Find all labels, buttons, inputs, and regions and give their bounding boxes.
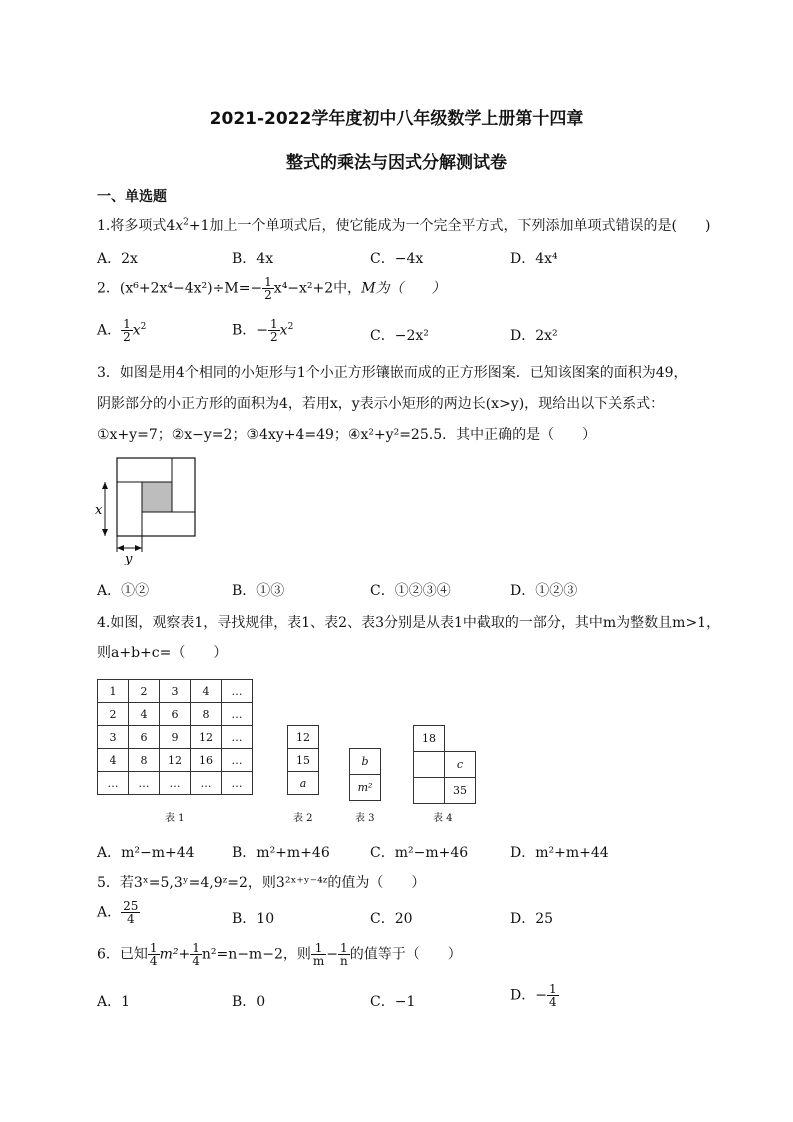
q2-c: M为（ ） (361, 280, 446, 297)
table-row (98, 749, 253, 772)
q2-option-a[interactable]: A． $\frac{1}{2}$ $x^2$ (97, 317, 147, 344)
table-cell: 4 (191, 680, 222, 703)
table-row (414, 726, 476, 752)
q3-line-2: 阴影部分的小正方形的面积为4，若用x，y表示小矩形的两边长(x>y)，现给出以下关系式： (97, 396, 665, 412)
table-row (98, 772, 253, 795)
table-cell (414, 778, 445, 804)
q1-option-c[interactable]: C．−4x (370, 251, 424, 267)
q1-mid: +1加上一个单项式后，使它能成为一个完全平方式，下列添加单项式错误的是( ) (188, 218, 711, 234)
q1-option-a[interactable]: A．2x (97, 251, 138, 267)
table-cell: 15 (288, 749, 319, 772)
table-row (288, 726, 319, 749)
question-2 (97, 276, 446, 301)
table-cell (414, 752, 445, 778)
caption-table-1: 表 1 (165, 813, 185, 824)
table-cell: 1 (98, 680, 129, 703)
table-cell: a (288, 772, 319, 795)
table-cell (445, 726, 476, 752)
table-row (288, 749, 319, 772)
table-cell: … (222, 680, 253, 703)
q2-option-c[interactable]: C．−2x² (370, 328, 429, 344)
section-heading: 一、单选题 (97, 189, 167, 205)
q4-option-b[interactable]: B．m²+m+46 (232, 845, 330, 861)
table-row (98, 703, 253, 726)
q2-option-d[interactable]: D．2x² (510, 328, 558, 344)
caption-table-3: 表 3 (355, 813, 375, 824)
table-cell: … (191, 772, 222, 795)
table-row (414, 752, 476, 778)
table-cell: 18 (414, 726, 445, 752)
table-cell: c (445, 752, 476, 778)
table-cell: … (222, 703, 253, 726)
table-cell: 3 (160, 680, 191, 703)
table-cell: … (98, 772, 129, 795)
caption-table-2: 表 2 (293, 813, 313, 824)
table-1 (97, 679, 253, 795)
question-5: 5．若3ˣ=5,3ʸ=4,9ᶻ=2，则3²ˣ⁺ʸ⁻⁴ᶻ的值为（ ） (97, 875, 426, 891)
question-1: 1.将多项式$4x^2+1$加上一个单项式后，使它能成为一个完全平方式，下列添加单项式错误的是( ) (97, 217, 711, 234)
q5-option-c[interactable]: C．20 (370, 911, 413, 927)
caption-table-4: 表 4 (433, 813, 453, 824)
table-cell: … (222, 749, 253, 772)
table-cell: 9 (160, 726, 191, 749)
label-x: x (95, 503, 103, 518)
table-cell: 6 (129, 726, 160, 749)
table-cell: 12 (160, 749, 191, 772)
q6-option-b[interactable]: B．0 (232, 994, 266, 1010)
q4-line-1: 4.如图，观察表1，寻找规律，表1、表2、表3分别是从表1中截取的一部分，其中m为整数且m>1， (97, 615, 721, 631)
q2-b: x⁴−x²+2中， (273, 280, 362, 297)
q4-line-2: 则a+b+c=（ ） (97, 645, 228, 661)
table-cell: 4 (129, 703, 160, 726)
table-row (98, 680, 253, 703)
table-row (350, 775, 381, 801)
table-3 (349, 748, 381, 801)
q5-option-d[interactable]: D．25 (510, 911, 554, 927)
q3-figure (90, 455, 205, 565)
table-cell: 12 (288, 726, 319, 749)
table-cell: 4 (98, 749, 129, 772)
q3-line-1: 3．如图是用4个相同的小矩形与1个小正方形镶嵌而成的正方形图案．已知该图案的面积为49， (97, 365, 688, 381)
q2-a: 2．(x⁶+2x⁴−4x²)÷M=− (97, 280, 263, 297)
q3-option-a[interactable]: A．①② (97, 583, 150, 599)
table-cell: 8 (129, 749, 160, 772)
table-row (288, 772, 319, 795)
q4-option-d[interactable]: D．m²+m+44 (510, 845, 609, 861)
table-cell: 16 (191, 749, 222, 772)
table-cell: … (129, 772, 160, 795)
q6-option-d[interactable]: D．− $\frac{1}{4}$ (510, 982, 557, 1009)
q2-option-b[interactable]: B．− $\frac{1}{2}$ $x^2$ (232, 317, 294, 344)
table-4 (413, 725, 476, 804)
title-line-1: 2021-2022学年度初中八年级数学上册第十四章 (209, 109, 584, 129)
question-6: 6．已知 $\frac{1}{4}$ m²+ $\frac{1}{4}$ n²=n−m−2，则 $\frac{1}{m}$ − $\frac{1}{n}$ 的值等于（ ） (97, 941, 462, 968)
table-cell: 8 (191, 703, 222, 726)
q5-option-a[interactable]: A． $\frac{25}{4}$ (97, 899, 139, 926)
table-cell: … (222, 726, 253, 749)
table-row (350, 749, 381, 775)
q3-option-c[interactable]: C．①②③④ (370, 583, 451, 599)
q3-option-d[interactable]: D．①②③ (510, 583, 578, 599)
table-cell: 3 (98, 726, 129, 749)
q3-line-3: ①x+y=7；②x−y=2；③4xy+4=49；④x²+y²=25.5．其中正确的是（ ） (97, 427, 597, 443)
label-y: y (125, 552, 133, 565)
table-cell: 2 (98, 703, 129, 726)
table-cell: 2 (129, 680, 160, 703)
table-2 (287, 725, 319, 795)
table-row (414, 778, 476, 804)
table-cell: b (350, 749, 381, 775)
table-cell: … (222, 772, 253, 795)
q1-option-b[interactable]: B．4x (232, 251, 274, 267)
q6-option-a[interactable]: A．1 (97, 994, 131, 1010)
shaded-square (142, 482, 172, 512)
q4-option-a[interactable]: A．m²−m+44 (97, 845, 195, 861)
title-line-2: 整式的乘法与因式分解测试卷 (286, 153, 507, 173)
table-cell: m² (350, 775, 381, 801)
q1-pre: 1.将多项式4 (97, 218, 176, 234)
q3-option-b[interactable]: B．①③ (232, 583, 285, 599)
table-cell: 35 (445, 778, 476, 804)
table-cell: … (160, 772, 191, 795)
table-cell: 6 (160, 703, 191, 726)
q5-option-b[interactable]: B．10 (232, 911, 275, 927)
q4-option-c[interactable]: C．m²−m+46 (370, 845, 469, 861)
q1-option-d[interactable]: D．4x⁴ (510, 251, 558, 267)
table-row (98, 726, 253, 749)
q6-option-c[interactable]: C．−1 (370, 994, 416, 1010)
q2-half-fraction: $\frac{1}{2}$ (264, 275, 272, 302)
table-cell: 12 (191, 726, 222, 749)
